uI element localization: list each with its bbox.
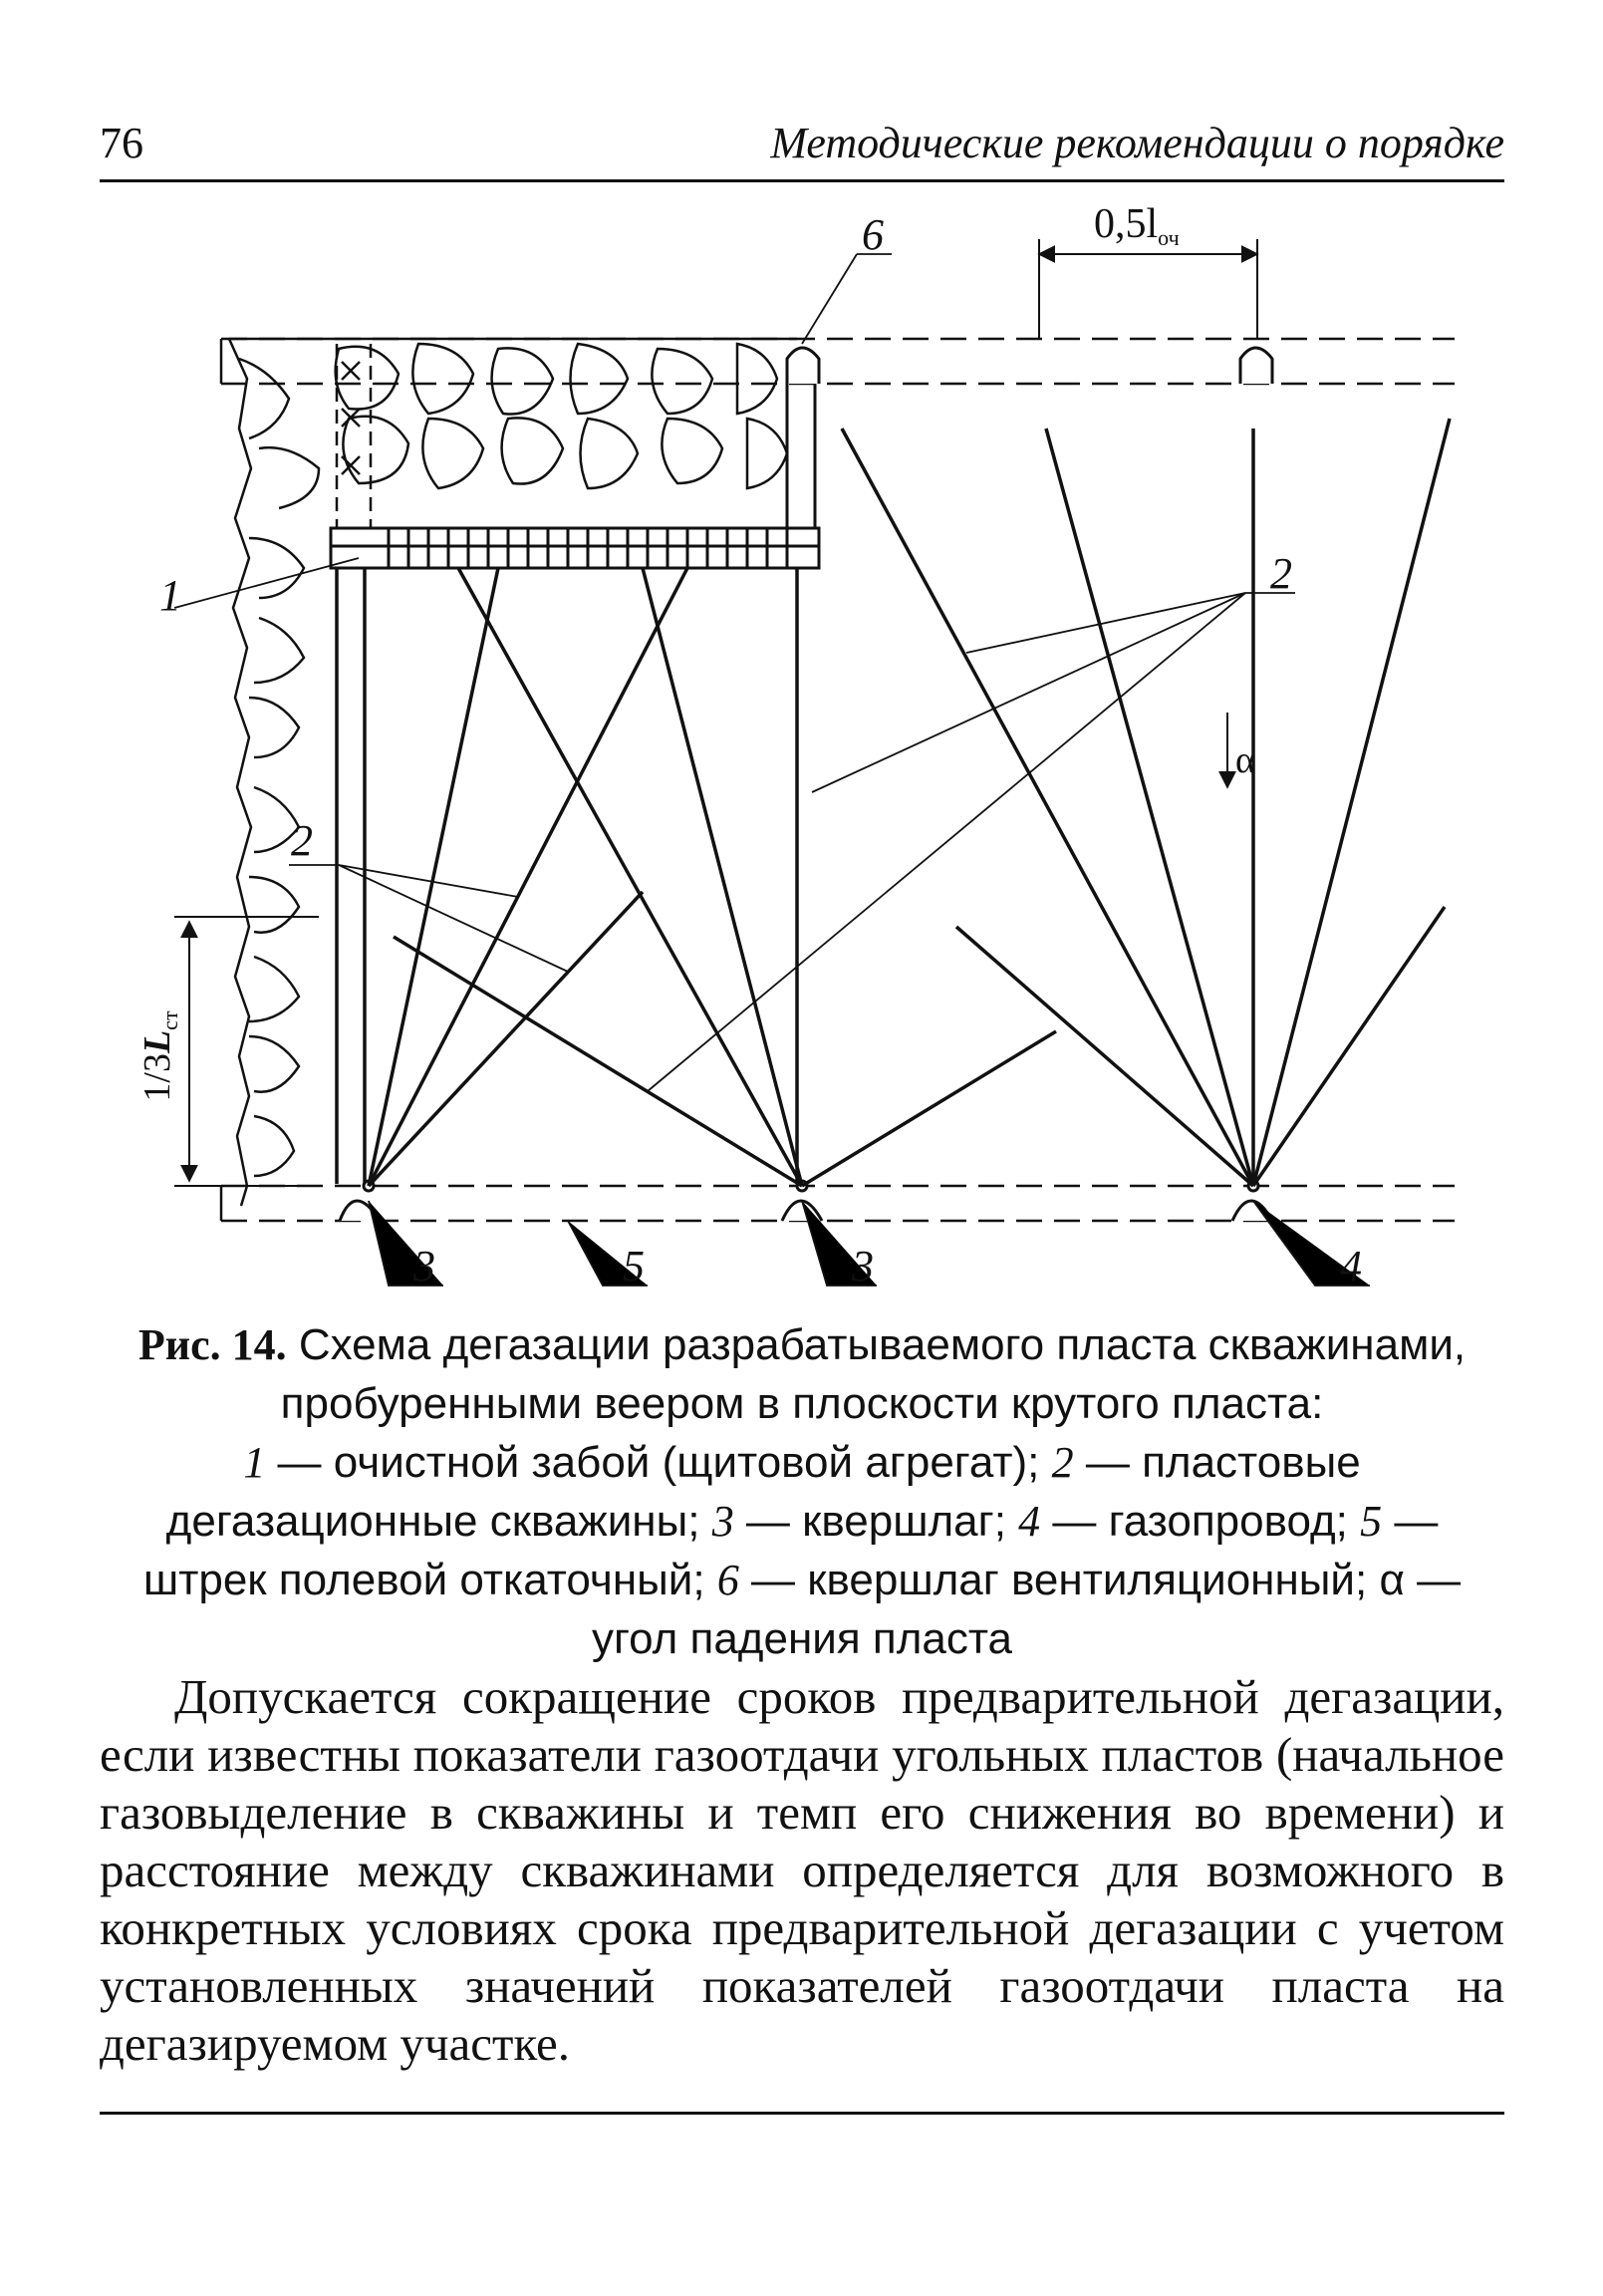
caption-legend: 1 — очистной забой (щитовой агрегат); 2 — пластовые дегазационные скважины; 3 — квершлаг; 4 — газопровод; 5 — штрек полевой откаточный; 6 — квершлаг вентиляционный; α — угол падения пласта: [142, 1438, 1462, 1663]
label-face: 1: [159, 571, 181, 620]
wells-middle: [394, 568, 1056, 1186]
dimension-height-label: [136, 1010, 182, 1102]
page-number: 76: [100, 119, 143, 167]
label-crosscut-mid: 3: [852, 1242, 874, 1291]
wells-right: [842, 419, 1450, 1186]
footer-rule: [100, 2112, 1504, 2115]
goaf-rubble: [229, 339, 797, 1206]
label-crosscut-left: 3: [413, 1242, 435, 1291]
svg-text:1/3Lст: $1/3L_{ст}$: [136, 1010, 182, 1102]
caption-title: Схема дегазации разрабатываемого пласта скважинами, пробуренными веером в плоскости крутого пласта:: [280, 1320, 1467, 1428]
running-title: Методические рекомендации о порядке: [770, 119, 1504, 167]
face-walls: [337, 568, 797, 1184]
figure-caption: [100, 1315, 1504, 1668]
body-paragraph: Допускается сокращение сроков предварительной дегазации, если известны показатели газоотдачи угольных пластов (начальное газовыделение в скважины и темп его снижения во времени) и расстояние между скважинами определяется для возможного в конкретных условиях срока предварительной дегазации с учетом установленных значений показателей газоотдачи пласта на дегазируемом участке.: [100, 1669, 1504, 2071]
label-gas-pipe: 4: [1340, 1242, 1362, 1291]
svg-text:0,5lоч: 0,5lоч: [1094, 201, 1180, 250]
label-wells-left: 2: [291, 816, 313, 865]
label-drift: 5: [623, 1242, 645, 1291]
shield-markers: [337, 344, 371, 528]
vent-crosscut: [787, 348, 1272, 528]
label-wells-right: 2: [1270, 549, 1292, 598]
wells-left: [369, 568, 687, 1186]
face-shield: [331, 528, 819, 568]
label-vent-crosscut: 6: [862, 210, 884, 259]
caption-number: Рис. 14.: [137, 1320, 287, 1369]
dimension-spacing-label: [1094, 201, 1180, 250]
angle-label: α: [1235, 739, 1255, 781]
